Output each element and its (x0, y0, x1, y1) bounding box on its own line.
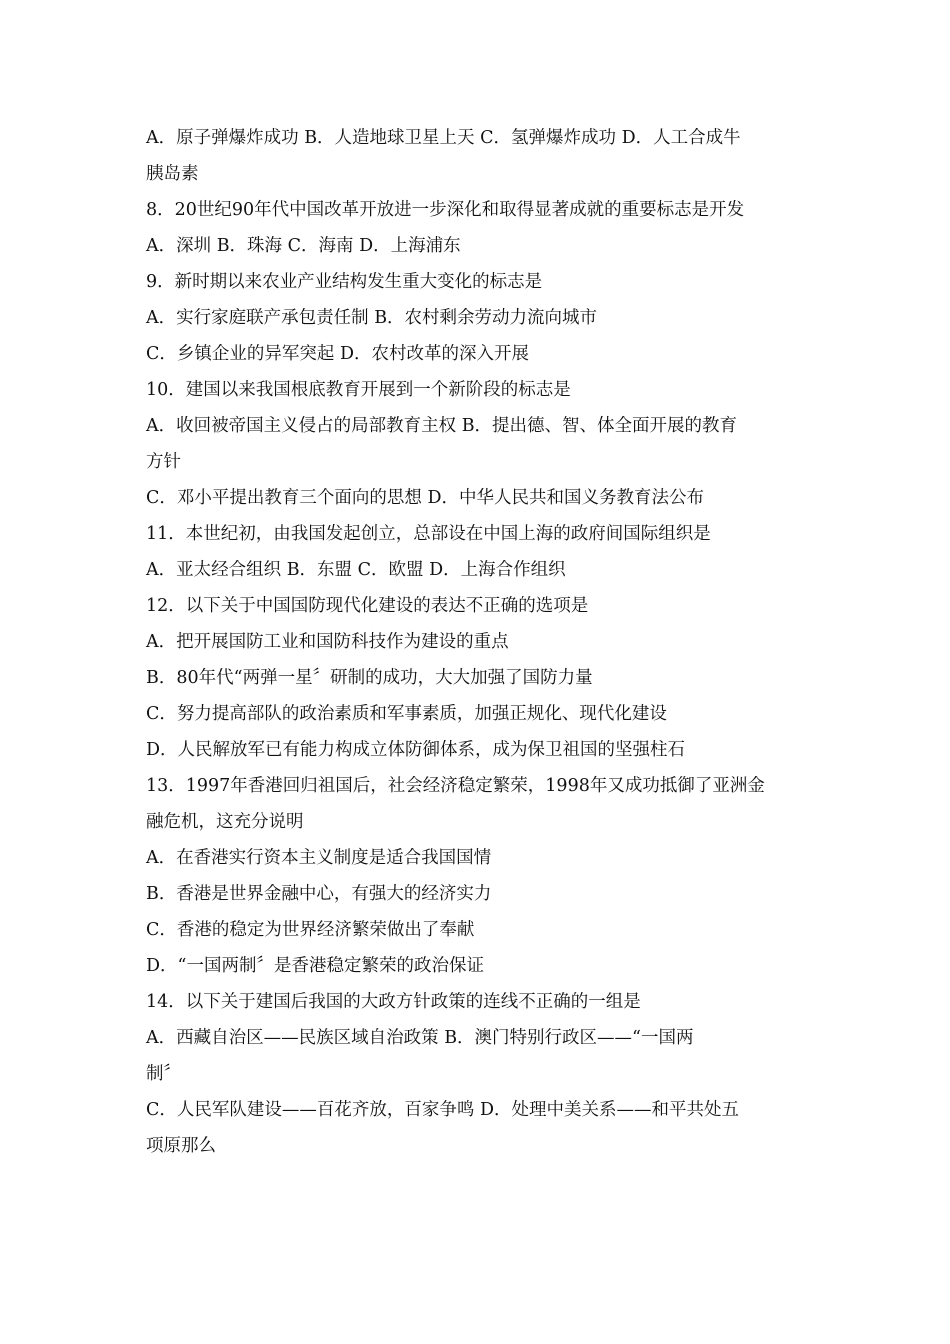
q13-option-b: B．香港是世界金融中心，有强大的经济实力 (146, 884, 492, 904)
document-page (146, 120, 816, 1164)
q14-options-cd: C．人民军队建设——百花齐放，百家争鸣 D．处理中美关系——和平共处五 (146, 1100, 739, 1120)
q14-question: 14．以下关于建国后我国的大政方针政策的连线不正确的一组是 (146, 992, 641, 1012)
q9-options-cd: C．乡镇企业的异军突起 D．农村改革的深入开展 (146, 344, 529, 364)
q13-question: 13．1997年香港回归祖国后，社会经济稳定繁荣，1998年又成功抵御了亚洲金 (146, 776, 765, 796)
q14-options-ab-continued: 制〞 (146, 1064, 181, 1084)
q10-options-ab-continued: 方针 (146, 452, 181, 472)
q12-option-d: D．人民解放军已有能力构成立体防御体系，成为保卫祖国的坚强柱石 (146, 740, 686, 760)
q11-question: 11．本世纪初，由我国发起创立，总部设在中国上海的政府间国际组织是 (146, 524, 711, 544)
q12-option-a: A．把开展国防工业和国防科技作为建设的重点 (146, 632, 509, 652)
q10-options-cd: C．邓小平提出教育三个面向的思想 D．中华人民共和国义务教育法公布 (146, 488, 704, 508)
q12-option-c: C．努力提高部队的政治素质和军事素质，加强正规化、现代化建设 (146, 704, 667, 724)
q11-options: A．亚太经合组织 B．东盟 C．欧盟 D．上海合作组织 (146, 560, 566, 580)
q9-options-ab: A．实行家庭联产承包责任制 B．农村剩余劳动力流向城市 (146, 308, 598, 328)
q14-options-ab: A．西藏自治区——民族区域自治政策 B．澳门特别行政区——“一国两 (146, 1028, 694, 1048)
q13-option-c: C．香港的稳定为世界经济繁荣做出了奉献 (146, 920, 475, 940)
q12-question: 12．以下关于中国国防现代化建设的表达不正确的选项是 (146, 596, 589, 616)
q8-options: A．深圳 B．珠海 C．海南 D．上海浦东 (146, 236, 461, 256)
q7-options-line: A．原子弹爆炸成功 B．人造地球卫星上天 C．氢弹爆炸成功 D．人工合成牛 (146, 128, 741, 148)
q13-question-continued: 融危机，这充分说明 (146, 812, 304, 832)
q12-option-b: B．80年代“两弹一星〞研制的成功，大大加强了国防力量 (146, 668, 593, 688)
q7-options-continued: 胰岛素 (146, 164, 199, 184)
q8-question: 8．20世纪90年代中国改革开放进一步深化和取得显著成就的重要标志是开发 (146, 200, 745, 220)
q9-question: 9．新时期以来农业产业结构发生重大变化的标志是 (146, 272, 543, 292)
q13-option-a: A．在香港实行资本主义制度是适合我国国情 (146, 848, 492, 868)
q10-question: 10．建国以来我国根底教育开展到一个新阶段的标志是 (146, 380, 571, 400)
q13-option-d: D．“一国两制〞是香港稳定繁荣的政治保证 (146, 956, 484, 976)
q14-options-cd-continued: 项原那么 (146, 1136, 216, 1156)
q10-options-ab: A．收回被帝国主义侵占的局部教育主权 B．提出德、智、体全面开展的教育 (146, 416, 738, 436)
